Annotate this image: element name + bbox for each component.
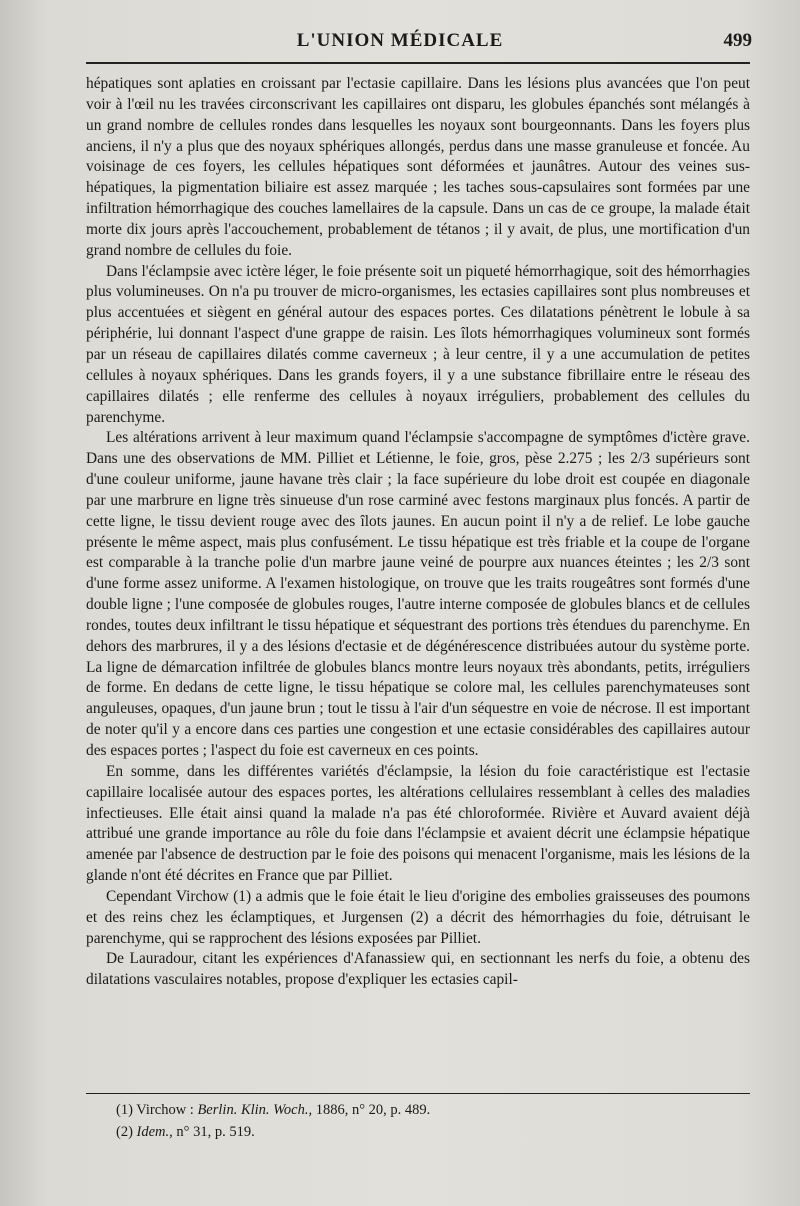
running-header xyxy=(0,26,800,56)
footnotes xyxy=(116,1099,746,1143)
footnote-marker: (1) xyxy=(116,1102,133,1118)
journal-title: L'UNION MÉDICALE xyxy=(296,30,504,51)
footnote xyxy=(116,1121,746,1143)
page-number: 499 xyxy=(723,30,752,51)
header-rule xyxy=(86,62,750,64)
footnote-details: n° 31, p. 519. xyxy=(176,1124,255,1140)
paragraph: Cependant Virchow (1) a admis que le foie était le lieu d'origine des embolies graisseuses des poumons et des reins chez les éclamptiques, et Jurgensen (2) a décrit des hémorrhagies du foie, détruisant le parenchyme, qui se rapprochent des lésions exposées par Pilliet. xyxy=(86,887,750,947)
footnote-rule xyxy=(86,1093,750,1094)
paragraph: En somme, dans les différentes variétés d'éclampsie, la lésion du foie caractéristique est l'ectasie capillaire localisée autour des espaces portes, les altérations cellulaires ressemblant à celles des maladies infectieuses. Elle était ainsi quand la malade n'a pas été chloroformée. Rivière et Auvard avaient déjà attribué une grande importance au rôle du foie dans l'éclampsie et avaient décrit une éclampsie hépatique amenée par l'absence de destruction par le foie des poisons qui menacent l'organisme, mais les lésions de la glande n'ont été décrites en France que par Pilliet. xyxy=(86,762,750,885)
body-text xyxy=(86,74,750,991)
footnote-details: 1886, n° 20, p. 489. xyxy=(315,1102,431,1118)
paragraph: hépatiques sont aplaties en croissant par l'ectasie capillaire. Dans les lésions plus avancées que l'on peut voir à l'œil nu les travées circonscrivant les capillaires ont disparu, les globules épanchés sont mélangés à un grand nombre de cellules rondes dans lesquelles les noyaux sont bourgeonnants. Dans les foyers plus anciens, il n'y a plus que des noyaux sphériques allongés, perdus dans une masse granuleuse et foncée. Au voisinage de ces foyers, les cellules hépatiques sont déformées et jaunâtres. Autour des veines sus-hépatiques, la pigmentation biliaire est assez marquée ; les taches sous-capsulaires sont formées par une infiltration hémorrhagique des couches lamellaires de la capsule. Dans un cas de ce groupe, la malade était morte dix jours après l'accouchement, probablement de tétanos ; il y avait, de plus, une mortification d'un grand nombre de cellules du foie. xyxy=(86,75,750,259)
footnote-author: Virchow : xyxy=(136,1102,194,1118)
footnote-source: Idem., xyxy=(136,1124,173,1140)
footnote-source: Berlin. Klin. Woch., xyxy=(197,1102,313,1118)
footnote xyxy=(116,1099,746,1121)
paragraph: Les altérations arrivent à leur maximum quand l'éclampsie s'accompagne de symptômes d'ictère grave. Dans une des observations de MM. Pilliet et Létienne, le foie, gros, pèse 2.275 ; les 2/3 supérieurs sont d'une couleur uniforme, jaune havane très clair ; la face supérieure du lobe droit est coupée en diagonale par une marbrure en ligne très sinueuse d'un rose carminé avec festons marginaux plus foncés. A partir de cette ligne, le tissu devient rouge avec des îlots jaunes. En aucun point il n'y a de relief. Le lobe gauche présente le même aspect, mais plus confusément. Le tissu hépatique est très friable et la coupe de l'organe est comparable à la tranche polie d'un marbre jaune veiné de pourpre aux nuances éteintes ; les 2/3 sont d'une forme assez uniforme. A l'examen histologique, on trouve que les traits rougeâtres sont formés d'une double ligne ; l'une composée de globules rouges, l'autre interne composée de globules blancs et de cellules rondes, toutes deux infiltrant le tissu hépatique et séquestrant des portions très étendues du parenchyme. En dehors des marbrures, il y a des lésions d'ectasie et de dégénérescence distribuées autour du système porte. La ligne de démarcation infiltrée de globules blancs montre leurs noyaux très abondants, petits, irréguliers de forme. En dedans de cette ligne, le tissu hépatique se colore mal, les cellules parenchymateuses sont anguleuses, opaques, d'un jaune brun ; tout le tissu à l'air d'un séquestre en voie de nécrose. Il est important de noter qu'il y a encore dans ces parties une congestion et une ectasie considérables des capillaires autour des espaces portes ; l'aspect du foie est caverneux en ces points. xyxy=(86,429,750,759)
paragraph: De Lauradour, citant les expériences d'Afanassiew qui, en sectionnant les nerfs du foie, a obtenu des dilatations vasculaires notables, propose d'expliquer les ectasies capil- xyxy=(86,950,750,989)
footnote-marker: (2) xyxy=(116,1124,133,1140)
paragraph: Dans l'éclampsie avec ictère léger, le foie présente soit un piqueté hémorrhagique, soit des hémorrhagies plus volumineuses. On n'a pu trouver de micro-organismes, les ectasies capillaires sont plus nombreuses et plus accentuées et siègent en général autour des espaces portes. Ces dilatations pénètrent le lobule à sa périphérie, lui donnant l'aspect d'une grappe de raisin. Les îlots hémorrhagiques volumineux sont formés par un réseau de capillaires dilatés comme caverneux ; à leur centre, il y a une accumulation de petites cellules à noyaux sphériques. Dans les grands foyers, il y a une substance fibrillaire entre le réseau des capillaires dilatés ; elle renferme des cellules à noyaux irréguliers, probablement des cellules du parenchyme. xyxy=(86,262,750,426)
